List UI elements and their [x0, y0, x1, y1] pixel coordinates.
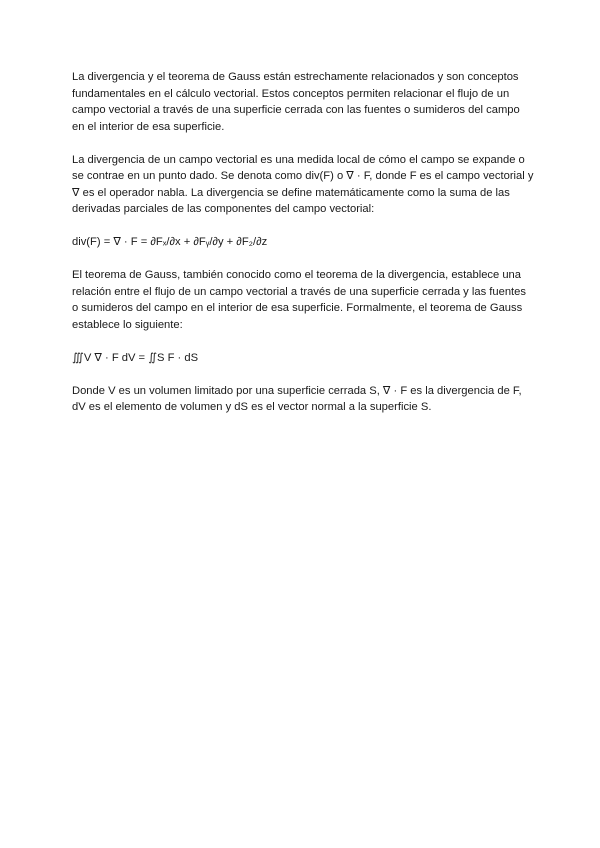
gauss-theorem-paragraph: El teorema de Gauss, también conocido como el teorema de la divergencia, establece una relación entre el flujo de un campo vectorial a través de una superficie cerrada y las fuentes o sumideros del campo en el interior de esa superficie. Formalmente, el teorema de Gauss establece lo siguiente:: [72, 269, 526, 331]
gauss-theorem-formula: ∭V ∇ · F dV = ∬S F · dS: [72, 351, 199, 364]
document-body: [72, 69, 534, 432]
divergence-paragraph: La divergencia de un campo vectorial es una medida local de cómo el campo se expande o se contrae en un punto dado. Se denota como div(F) o ∇ · F, donde F es el campo vectorial y ∇ es el operador nabla. La divergencia se define matemáticamente como la suma de las derivadas parciales de las componentes del campo vectorial:: [72, 153, 534, 215]
divergence-formula: div(F) = ∇ · F = ∂Fₓ/∂x + ∂Fᵧ/∂y + ∂F₂/∂z: [72, 236, 268, 248]
definitions-paragraph: Donde V es un volumen limitado por una superficie cerrada S, ∇ · F es la divergencia de F, dV es el elemento de volumen y dS es el vector normal a la superficie S.: [72, 384, 522, 413]
intro-paragraph: La divergencia y el teorema de Gauss están estrechamente relacionados y son conceptos fundamentales en el cálculo vectorial. Estos conceptos permiten relacionar el flujo de un campo vectorial a través de una superficie cerrada con las fuentes o sumideros del campo en el interior de esa superficie.: [72, 71, 520, 133]
